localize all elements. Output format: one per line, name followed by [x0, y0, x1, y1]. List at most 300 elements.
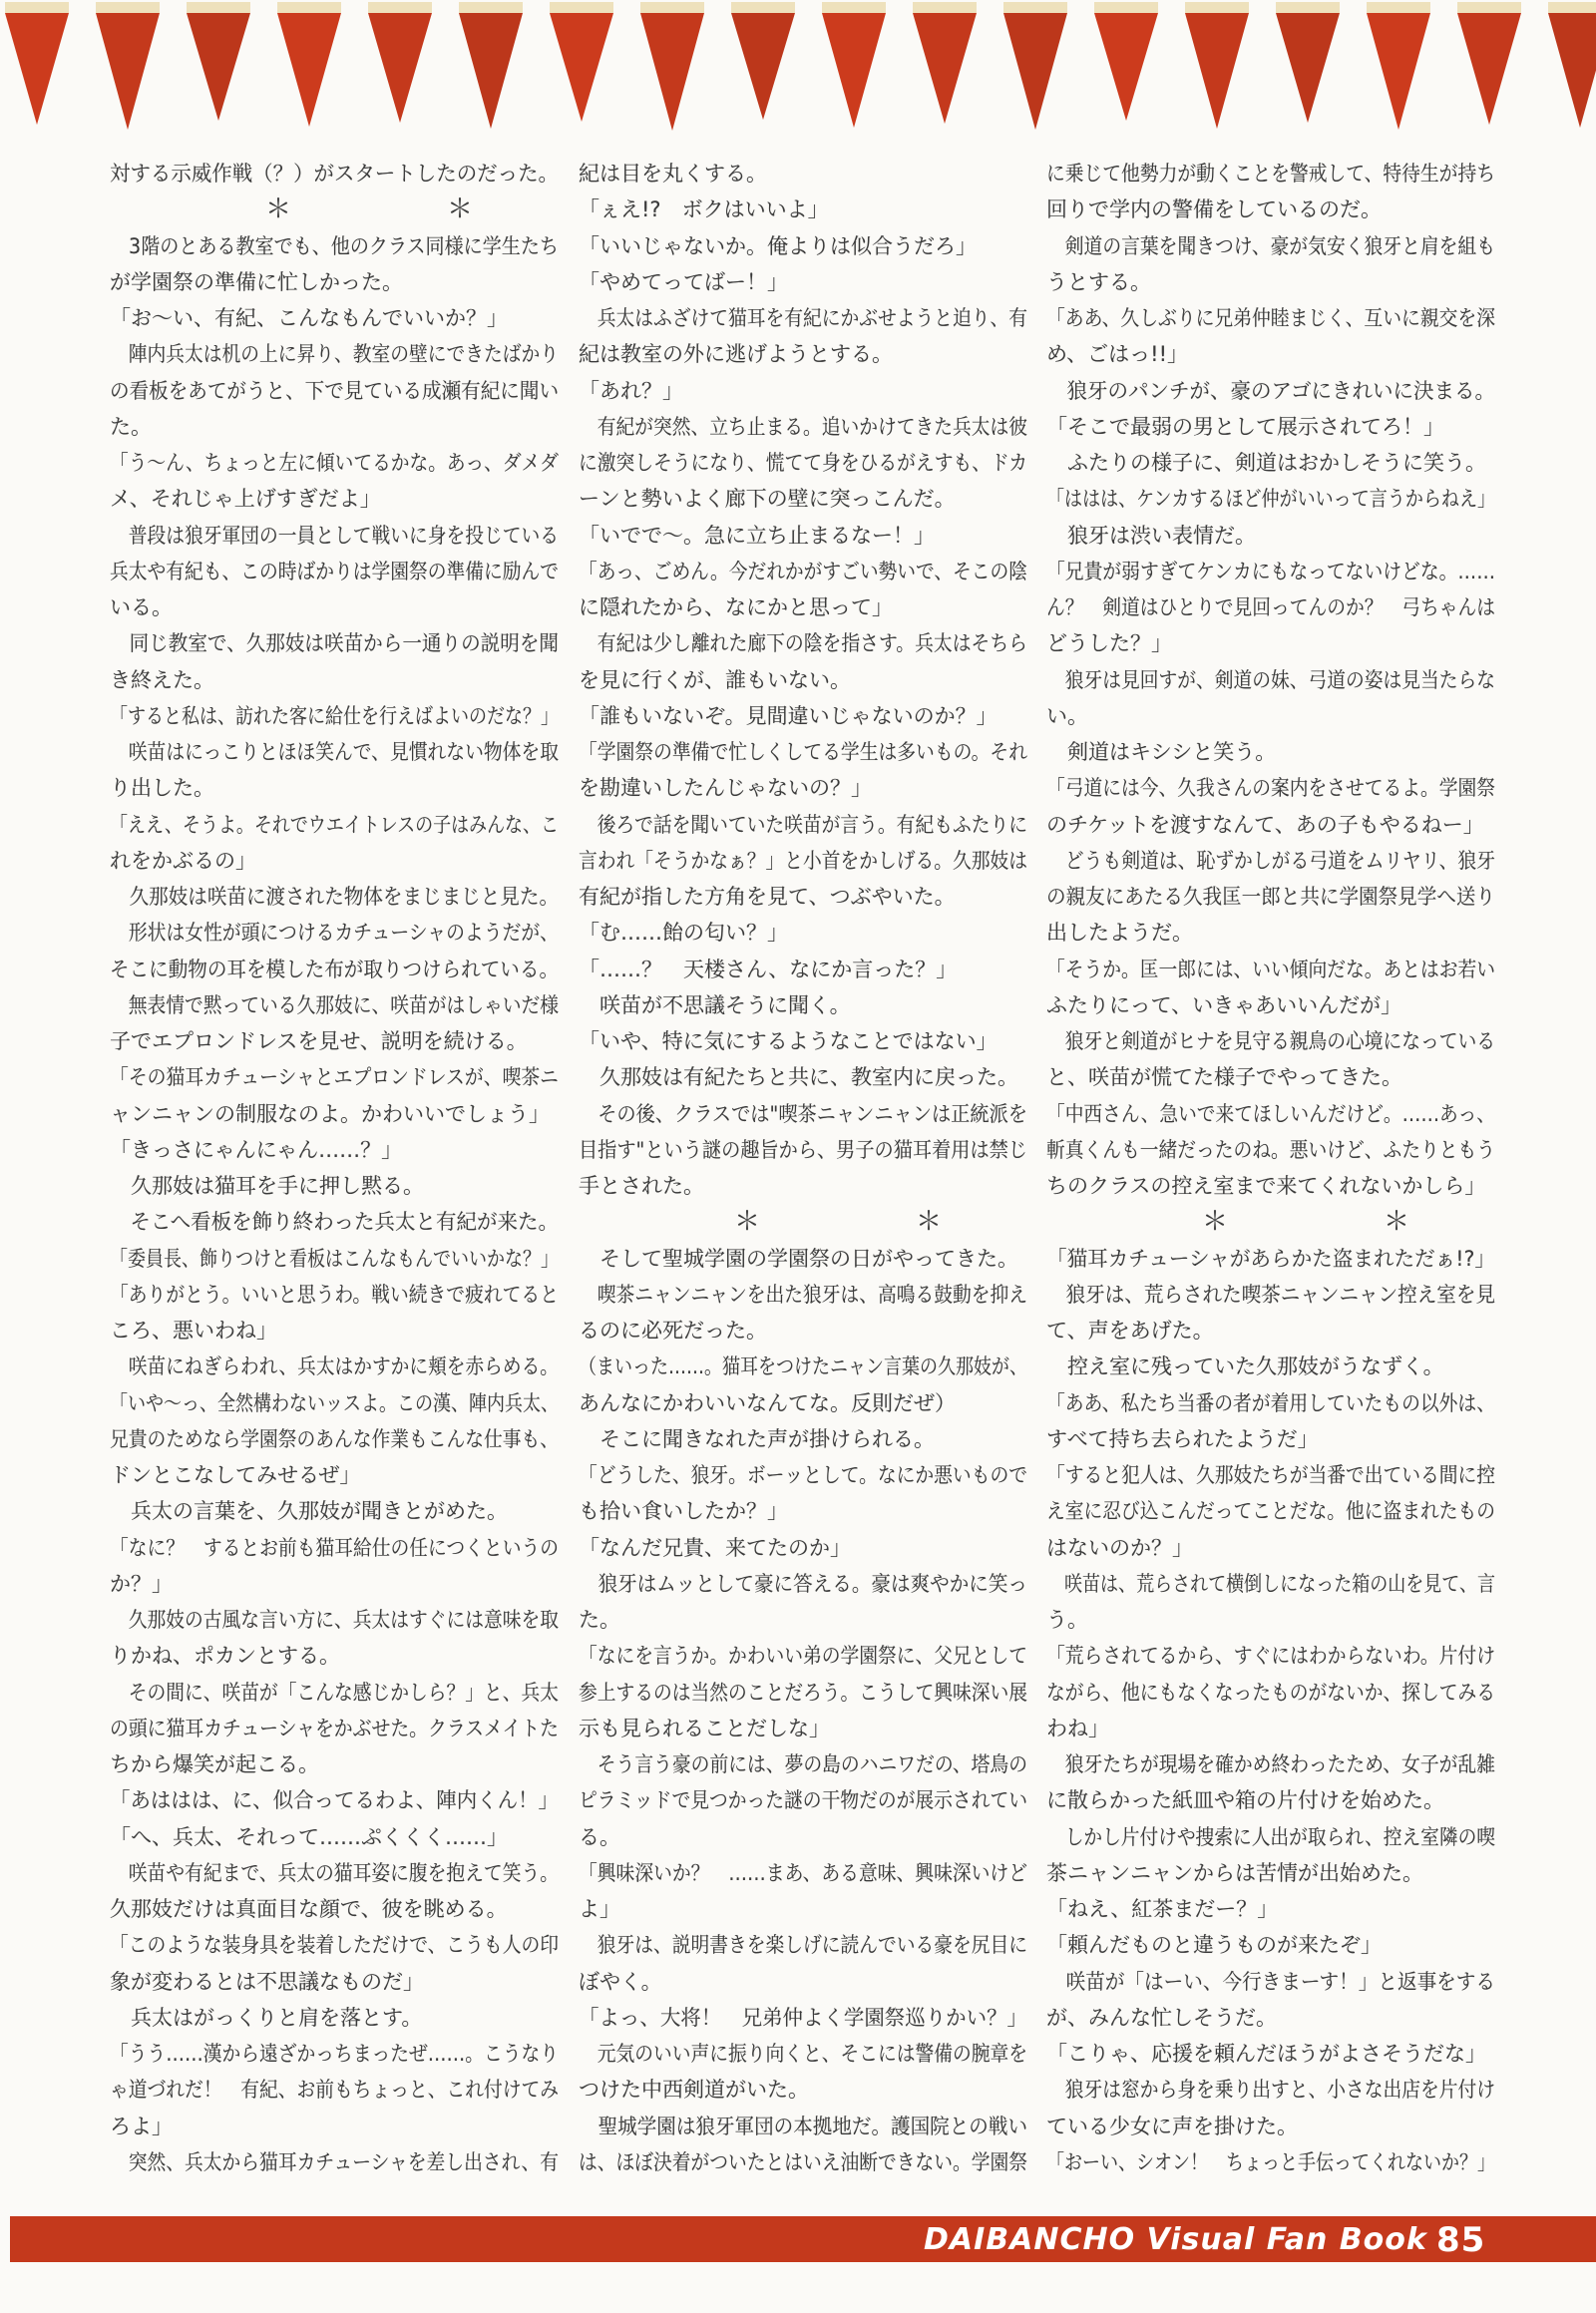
text-line: [110, 1277, 561, 1313]
text-line: [1046, 952, 1497, 987]
text-line: [579, 1675, 1029, 1711]
pennant-triangle-icon: [187, 13, 250, 121]
text-line: [1046, 264, 1497, 300]
pennant-triangle-icon: [1276, 13, 1340, 123]
text-line: [110, 1711, 561, 1746]
text-line-content: る。: [579, 1824, 620, 1849]
text-line-content: き終えた。: [110, 667, 214, 692]
section-separator: [579, 1204, 1029, 1240]
text-line: [110, 2000, 561, 2036]
footer-bar: [10, 2216, 1596, 2262]
text-line: [110, 1566, 561, 1602]
text-line-content: ＊ ＊: [110, 194, 474, 225]
text-line-content: 狼牙は窓から身を乗り出すと、小さな出店を片付け: [1046, 2078, 1496, 2103]
text-line: [1046, 1855, 1497, 1891]
text-line: [110, 589, 561, 625]
text-line-content: どうした？」: [1046, 631, 1172, 656]
text-line: [1046, 987, 1497, 1023]
pennant-flag: [550, 2, 613, 131]
text-line-content: 「荒らされてるから、すぐにはわからないわ。片付け: [1046, 1644, 1495, 1669]
text-line: [579, 843, 1029, 879]
text-line-content: ドンとこなしてみせるぜ」: [110, 1463, 361, 1487]
text-line-content: 「いいじゃないか。俺よりは似合うだろ」: [579, 233, 977, 258]
text-line-content: 同じ教室で、久那妓は咲苗から一通りの説明を聞: [110, 631, 560, 656]
text-line-content: 対する示威作戦（？）がスタートしたのだった。: [110, 162, 559, 186]
text-line-content: 「すると犯人は、久那妓たちが当番で出ている間に控: [1046, 1463, 1496, 1487]
text-line-content: 咲苗や有紀まで、兵太の猫耳姿に腹を抱えて笑う。: [110, 1860, 559, 1885]
text-line: [1046, 1711, 1497, 1746]
text-line: [110, 1132, 561, 1168]
text-line-content: 有紀は少し離れた廊下の陰を指さす。兵太はそちら: [579, 631, 1027, 656]
text-line: [1046, 1168, 1497, 1204]
text-line: [579, 409, 1029, 445]
pennant-flag: [640, 2, 704, 131]
text-line: [110, 481, 561, 517]
text-line-content: 「なに？ するとお前も猫耳給仕の任につくというの: [110, 1535, 559, 1560]
text-line-content: 剣道の言葉を聞きつけ、豪が気安く狼牙と肩を組も: [1046, 233, 1495, 258]
text-line: [110, 409, 561, 445]
text-line: [1046, 481, 1497, 517]
pennant-cap: [5, 2, 69, 13]
text-line-content: 元気のいい声に振り向くと、そこには警備の腕章を: [579, 2042, 1028, 2066]
text-line: [1046, 300, 1497, 336]
pennant-flag: [1003, 2, 1067, 131]
text-line: [110, 770, 561, 806]
text-line: [110, 1855, 561, 1891]
text-line: [110, 1457, 561, 1493]
text-line-content: そこに動物の耳を模した布が取りつけられている。: [110, 957, 560, 981]
text-line: [110, 1241, 561, 1277]
text-line-content: 狼牙たちが現場を確かめ終わったため、女子が乱雑: [1046, 1752, 1495, 1776]
text-line-content: あんなにかわいいなんてな。反則だぜ）: [579, 1390, 956, 1415]
pennant-flag: [1094, 2, 1158, 131]
text-line-content: 「いでで〜。急に立ち止まるなー！」: [579, 523, 935, 548]
text-line: [579, 1277, 1029, 1313]
text-line-content: り出した。: [110, 776, 214, 801]
text-line: [110, 1746, 561, 1782]
text-line-content: 咲苗は、荒らされて横倒しになった箱の山を見て、言: [1046, 1571, 1495, 1596]
text-line-content: 咲苗にねぎらわれ、兵太はかすかに頬を赤らめる。: [110, 1354, 559, 1379]
text-line: [110, 2109, 561, 2144]
text-line: [110, 1675, 561, 1711]
text-line: [110, 156, 561, 192]
pennant-cap: [187, 2, 250, 13]
text-line: [110, 734, 561, 770]
text-line-content: つけた中西剣道がいた。: [579, 2078, 809, 2103]
text-line: [1046, 192, 1497, 227]
text-line: [1046, 1349, 1497, 1384]
pennant-flag: [5, 2, 69, 131]
text-line-content: 「委員長、飾りつけと看板はこんなもんでいいかな？」: [110, 1246, 559, 1271]
text-line: [1046, 662, 1497, 698]
text-line-content: 「よっ、大将！ 兄弟仲よく学園祭巡りかい？」: [579, 2005, 1027, 2030]
text-line-content: 「あれ？」: [579, 378, 683, 403]
text-line: [1046, 1638, 1497, 1674]
text-line-content: ちのクラスの控え室まで来てくれないかしら」: [1046, 1174, 1486, 1198]
text-line-content: 控え室に残っていた久那妓がうなずく。: [1046, 1354, 1444, 1379]
text-line: [579, 589, 1029, 625]
text-line-content: は、ほぼ決着がついたとはいえ油断できない。学園祭: [579, 2149, 1028, 2174]
text-line: [110, 807, 561, 843]
text-line: [110, 625, 561, 661]
text-line-content: 喫茶ニャンニャンを出た狼牙は、高鳴る鼓動を抑え: [579, 1282, 1028, 1307]
text-line-content: 「きっさにゃんにゃん……？」: [110, 1137, 403, 1162]
text-line: [1046, 156, 1497, 192]
text-line: [579, 300, 1029, 336]
text-line-content: すべて持ち去られたようだ」: [1046, 1426, 1319, 1451]
text-line: [110, 2036, 561, 2072]
pennant-triangle-icon: [640, 13, 704, 131]
text-line: [1046, 1132, 1497, 1168]
text-line: [110, 1204, 561, 1240]
pennant-flag: [1276, 2, 1340, 131]
text-line: [1046, 554, 1497, 589]
pennant-cap: [731, 2, 795, 13]
text-line-content: 咲苗はにっこりとほほ笑んで、見慣れない物体を取: [110, 740, 559, 764]
text-line-content: た。: [110, 414, 152, 439]
text-line: [579, 2072, 1029, 2108]
text-line-content: 普段は狼牙軍団の一員として戦いに身を投じている: [110, 523, 560, 548]
text-line-content: に激突しそうになり、慌てて身をひるがえすも、ドカ: [579, 451, 1028, 475]
text-line-content: 茶ニャンニャンからは苦情が出始めた。: [1046, 1860, 1423, 1885]
text-line: [579, 1782, 1029, 1818]
text-line-content: 「お〜い、有紀、こんなもんでいいか？」: [110, 306, 508, 330]
text-line: [1046, 589, 1497, 625]
text-line-content: 狼牙は、説明書きを楽しげに読んでいる豪を尻目に: [579, 1933, 1028, 1958]
text-line-content: 「ははは、ケンカするほど仲がいいって言うからねえ」: [1046, 487, 1496, 512]
text-line: [1046, 1602, 1497, 1638]
text-line-content: 出したようだ。: [1046, 921, 1193, 946]
text-line-content: 「……？ 天楼さん、なにか言った？」: [579, 957, 958, 981]
text-line: [110, 1313, 561, 1349]
text-line-content: れをかぶるの」: [110, 848, 256, 873]
text-line: [579, 445, 1029, 481]
text-line-content: 示も見られることだしな」: [579, 1716, 830, 1740]
text-line: [579, 518, 1029, 554]
text-line: [1046, 1493, 1497, 1529]
text-line: [110, 987, 561, 1023]
pennant-cap: [640, 2, 704, 13]
text-line: [110, 1638, 561, 1674]
text-line: [579, 662, 1029, 698]
text-line: [579, 1493, 1029, 1529]
text-line-content: 久那妓だけは真面目な顔で、彼を眺める。: [110, 1897, 508, 1921]
pennant-triangle-icon: [1457, 13, 1521, 125]
text-line-content: 「中西さん、急いで来てほしいんだけど。……あっ、: [1046, 1101, 1496, 1126]
pennant-cap: [368, 2, 432, 13]
text-line: [579, 1711, 1029, 1746]
text-line: [110, 1059, 561, 1095]
text-line: [110, 2072, 561, 2108]
text-line: [110, 879, 561, 915]
pennant-flag: [277, 2, 341, 131]
text-line-content: 「うう……漢から遠ざかっちまったぜ……。こうなり: [110, 2042, 560, 2066]
text-line: [110, 518, 561, 554]
pennant-cap: [1548, 2, 1596, 13]
text-line: [579, 734, 1029, 770]
text-line-content: どうも剣道は、恥ずかしがる弓道をムリヤリ、狼牙: [1046, 848, 1496, 873]
text-line-content: を勘違いしたんじゃないの？」: [579, 776, 872, 801]
text-line: [110, 698, 561, 734]
text-line: [579, 481, 1029, 517]
text-line-content: 狼牙のパンチが、豪のアゴにきれいに決まる。: [1046, 378, 1495, 403]
text-line: [1046, 2036, 1497, 2072]
text-line-content: 久那妓は有紀たちと共に、教室内に戻った。: [579, 1065, 1018, 1090]
text-line-content: 「ねえ、紅茶まだー？」: [1046, 1897, 1279, 1921]
text-line-content: 兵太の言葉を、久那妓が聞きとがめた。: [110, 1499, 508, 1524]
text-line-content: 目指す"という謎の趣旨から、男子の猫耳着用は禁じ: [579, 1137, 1028, 1162]
pennant-triangle-icon: [459, 13, 523, 129]
text-line-content: 狼牙と剣道がヒナを見守る親鳥の心境になっている: [1046, 1029, 1496, 1053]
text-line: [1046, 879, 1497, 915]
text-line: [579, 1313, 1029, 1349]
text-line-content: え室に忍び込こんだってことだな。他に盗まれたもの: [1046, 1499, 1496, 1524]
pennant-banner: [5, 2, 1596, 131]
pennant-cap: [1367, 2, 1430, 13]
text-line: [110, 554, 561, 589]
section-separator: [1046, 1204, 1497, 1240]
pennant-triangle-icon: [1185, 13, 1249, 129]
text-line-content: 「なにを言うか。かわいい弟の学園祭に、父兄として: [579, 1644, 1028, 1669]
text-line-content: 参上するのは当然のことだろう。こうして興味深い展: [579, 1680, 1028, 1705]
text-line: [579, 1746, 1029, 1782]
text-line-content: 久那妓は猫耳を手に押し黙る。: [110, 1174, 424, 1198]
text-line: [110, 1782, 561, 1818]
text-line: [579, 807, 1029, 843]
text-line-content: 紀は教室の外に逃げようとする。: [579, 342, 893, 367]
text-line: [1046, 1457, 1497, 1493]
text-line-content: 有紀が突然、立ち止まる。追いかけてきた兵太は彼: [579, 414, 1028, 439]
text-line: [579, 1566, 1029, 1602]
text-line: [1046, 1313, 1497, 1349]
text-line-content: その間に、咲苗が「こんな感じかしら？」と、兵太: [110, 1680, 560, 1705]
text-line: [110, 952, 561, 987]
text-line: [579, 1023, 1029, 1059]
text-line: [110, 1819, 561, 1855]
text-line-content: が学園祭の準備に忙しかった。: [110, 269, 403, 294]
text-line: [579, 1059, 1029, 1095]
text-line-content: 「すると私は、訪れた客に給仕を行えばよいのだな？」: [110, 703, 559, 728]
section-separator: [110, 192, 561, 227]
text-line-content: 「こりゃ、応援を頼んだほうがよさそうだな」: [1046, 2042, 1486, 2066]
text-line-content: 「頼んだものと違うものが来たぞ」: [1046, 1933, 1382, 1958]
text-line-content: 「なんだ兄貴、来てたのか」: [579, 1535, 851, 1560]
text-line: [579, 2109, 1029, 2144]
pennant-flag: [1548, 2, 1596, 131]
text-line: [579, 2144, 1029, 2180]
text-line-content: （まいった……。猫耳をつけたニャン言葉の久那妓が、: [579, 1354, 1027, 1379]
text-line: [110, 1602, 561, 1638]
text-line-content: た。: [579, 1608, 620, 1632]
text-line-content: 有紀が指した方角を見て、つぶやいた。: [579, 885, 956, 909]
text-line-content: ャンニャンの制服なのよ。かわいいでしょう」: [110, 1101, 550, 1126]
text-line: [579, 1819, 1029, 1855]
text-line-content: そう言う豪の前には、夢の島のハニワだの、塔鳥の: [579, 1752, 1027, 1776]
text-line-content: 「その猫耳カチューシャとエプロンドレスが、喫茶ニ: [110, 1065, 560, 1090]
text-line: [1046, 1964, 1497, 2000]
text-line-content: も拾い食いしたか？」: [579, 1499, 788, 1524]
text-line-content: 「このような装身具を装着しただけで、こうも人の印: [110, 1933, 559, 1958]
text-line-content: が、みんな忙しそうだ。: [1046, 2005, 1277, 2030]
text-line: [579, 1168, 1029, 1204]
text-line: [110, 843, 561, 879]
text-line: [1046, 1241, 1497, 1277]
text-line: [1046, 1819, 1497, 1855]
text-line-content: 陣内兵太は机の上に昇り、教室の壁にできたばかり: [110, 342, 560, 367]
pennant-triangle-icon: [1094, 13, 1158, 121]
text-line: [1046, 698, 1497, 734]
text-line: [579, 1457, 1029, 1493]
text-line: [579, 1530, 1029, 1566]
text-line: [110, 445, 561, 481]
text-line-content: 「あっ、ごめん。今だれかがすごい勢いで、そこの陰: [579, 559, 1027, 583]
text-line: [110, 373, 561, 409]
pennant-triangle-icon: [5, 13, 69, 125]
text-line-content: に隠れたから、なにかと思って」: [579, 595, 893, 619]
pennant-triangle-icon: [277, 13, 341, 127]
text-line: [1046, 1096, 1497, 1132]
text-line-content: るのに必死だった。: [579, 1319, 767, 1343]
text-line-content: の親友にあたる久我匡一郎と共に学園祭見学へ送り: [1046, 885, 1496, 909]
text-line-content: 「学園祭の準備で忙しくしてる学生は多いもの。それ: [579, 740, 1027, 764]
pennant-triangle-icon: [1003, 13, 1067, 130]
text-line: [1046, 1277, 1497, 1313]
text-line: [110, 2144, 561, 2180]
text-line-content: の看板をあてがうと、下で見ている成瀬有紀に聞い: [110, 378, 560, 403]
text-line: [110, 662, 561, 698]
text-line: [579, 2000, 1029, 2036]
text-column-middle: [579, 156, 1029, 2180]
text-line: [579, 770, 1029, 806]
text-line: [110, 1964, 561, 2000]
text-line-content: 「へ、兵太、それって……ぷくくく……」: [110, 1824, 508, 1849]
text-line-content: 「兄貴が弱すぎてケンカにもなってないけどな。……: [1046, 559, 1495, 583]
text-line-content: いる。: [110, 595, 173, 619]
text-line-content: ちから爆笑が起こる。: [110, 1752, 319, 1776]
text-line-content: 兵太はふざけて猫耳を有紀にかぶせようと迫り、有: [579, 306, 1028, 330]
text-line-content: メ、それじゃ上げすぎだよ」: [110, 487, 381, 512]
text-line-content: 「興味深いか？ ……まあ、ある意味、興味深いけど: [579, 1860, 1027, 1885]
text-line: [110, 1927, 561, 1963]
text-line-content: か？」: [110, 1571, 173, 1596]
text-line-content: 兄貴のためなら学園祭のあんな作業もこんな仕事も、: [110, 1426, 560, 1451]
text-line: [110, 915, 561, 951]
text-line-content: 狼牙はムッとして豪に答える。豪は爽やかに笑っ: [579, 1571, 1028, 1596]
text-line: [579, 1855, 1029, 1891]
pennant-flag: [731, 2, 795, 131]
text-line-content: りかね、ポカンとする。: [110, 1644, 340, 1669]
pennant-triangle-icon: [550, 13, 613, 122]
text-line-content: 「いや、特に気にするようなことではない」: [579, 1029, 998, 1053]
text-line: [110, 1096, 561, 1132]
pennant-cap: [1094, 2, 1158, 13]
text-line-content: 突然、兵太から猫耳カチューシャを差し出され、有: [110, 2149, 559, 2174]
text-line-content: ながら、他にもなくなったものがないか、探してみる: [1046, 1680, 1496, 1705]
text-line-content: と、咲苗が慌てた様子でやってきた。: [1046, 1065, 1402, 1090]
text-line: [579, 373, 1029, 409]
text-line-content: 斬真くんも一緒だったのね。悪いけど、ふたりともう: [1046, 1137, 1496, 1162]
text-line-content: うとする。: [1046, 269, 1151, 294]
text-line: [579, 698, 1029, 734]
text-line-content: 回りで学内の警備をしているのだ。: [1046, 197, 1382, 222]
text-line: [579, 554, 1029, 589]
pennant-flag: [187, 2, 250, 131]
text-line-content: よ」: [579, 1897, 620, 1921]
text-line-content: そこへ看板を飾り終わった兵太と有紀が来た。: [110, 1210, 559, 1235]
text-line-content: 「弓道には今、久我さんの案内をさせてるよ。学園祭: [1046, 776, 1496, 801]
pennant-triangle-icon: [368, 13, 432, 123]
text-line: [579, 1241, 1029, 1277]
text-line: [110, 1168, 561, 1204]
pennant-flag: [1457, 2, 1521, 131]
text-line: [579, 987, 1029, 1023]
text-line: [579, 1132, 1029, 1168]
text-line: [579, 915, 1029, 951]
text-line-content: め、ごはっ!!」: [1046, 342, 1188, 367]
text-line: [110, 1493, 561, 1529]
text-line-content: 「ぇえ!? ボクはいいよ」: [579, 197, 829, 222]
text-line-content: はないのか？」: [1046, 1535, 1193, 1560]
text-line-content: わね」: [1046, 1716, 1109, 1740]
text-line: [579, 1638, 1029, 1674]
text-line-content: 剣道はキシシと笑う。: [1046, 740, 1277, 764]
text-line: [1046, 1927, 1497, 1963]
text-line: [579, 952, 1029, 987]
text-line: [1046, 2109, 1497, 2144]
text-line: [1046, 1782, 1497, 1818]
text-line: [579, 1891, 1029, 1927]
text-line: [1046, 625, 1497, 661]
pennant-cap: [1185, 2, 1249, 13]
text-line: [1046, 1891, 1497, 1927]
text-line: [579, 1602, 1029, 1638]
text-line: [1046, 2000, 1497, 2036]
text-line-content: そして聖城学園の学園祭の日がやってきた。: [579, 1246, 1018, 1271]
text-line: [1046, 1385, 1497, 1421]
text-line-content: 「そこで最弱の男として展示されてろ！」: [1046, 414, 1444, 439]
text-line-content: 「いや〜っ、全然構わないッスよ。この漢、陣内兵太、: [110, 1390, 559, 1415]
text-line-content: 「ありがとう。いいと思うわ。戦い続きで疲れてると: [110, 1282, 559, 1307]
text-line: [579, 228, 1029, 264]
text-line-content: 「猫耳カチューシャがあらかた盗まれただぁ!?」: [1046, 1246, 1496, 1271]
text-line-content: 「う〜ん、ちょっと左に傾いてるかな。あっ、ダメダ: [110, 451, 560, 475]
text-line: [579, 156, 1029, 192]
pennant-cap: [822, 2, 886, 13]
text-line-content: 「あははは、に、似合ってるわよ、陣内くん！」: [110, 1788, 559, 1813]
pennant-triangle-icon: [913, 13, 977, 124]
text-line-content: 手とされた。: [579, 1174, 704, 1198]
text-line: [1046, 1746, 1497, 1782]
text-line: [579, 1385, 1029, 1421]
text-line-content: 後ろで話を聞いていた咲苗が言う。有紀もふたりに: [579, 812, 1027, 837]
text-line-content: ーンと勢いよく廊下の壁に突っこんだ。: [579, 487, 956, 512]
text-line: [1046, 336, 1497, 372]
text-line-content: ＊ ＊: [579, 1207, 943, 1238]
text-line-content: 聖城学園は狼牙軍団の本拠地だ。護国院との戦い: [579, 2114, 1028, 2138]
pennant-cap: [1457, 2, 1521, 13]
text-line-content: ん？ 剣道はひとりで見回ってんのか？ 弓ちゃんは: [1046, 595, 1496, 619]
text-line: [110, 264, 561, 300]
text-line: [1046, 915, 1497, 951]
text-line-content: 「誰もいないぞ。見間違いじゃないのか？」: [579, 703, 998, 728]
text-line-content: 「ああ、私たち当番の者が着用していたもの以外は、: [1046, 1390, 1495, 1415]
pennant-flag: [96, 2, 160, 131]
text-line-content: 「やめてってばー！」: [579, 269, 788, 294]
text-line-content: 子でエプロンドレスを見せ、説明を続ける。: [110, 1029, 528, 1053]
text-line: [579, 879, 1029, 915]
footer-page-number: 85: [1436, 2220, 1486, 2260]
text-line-content: 咲苗が「はーい、今行きまーす！」と返事をする: [1046, 1969, 1495, 1994]
